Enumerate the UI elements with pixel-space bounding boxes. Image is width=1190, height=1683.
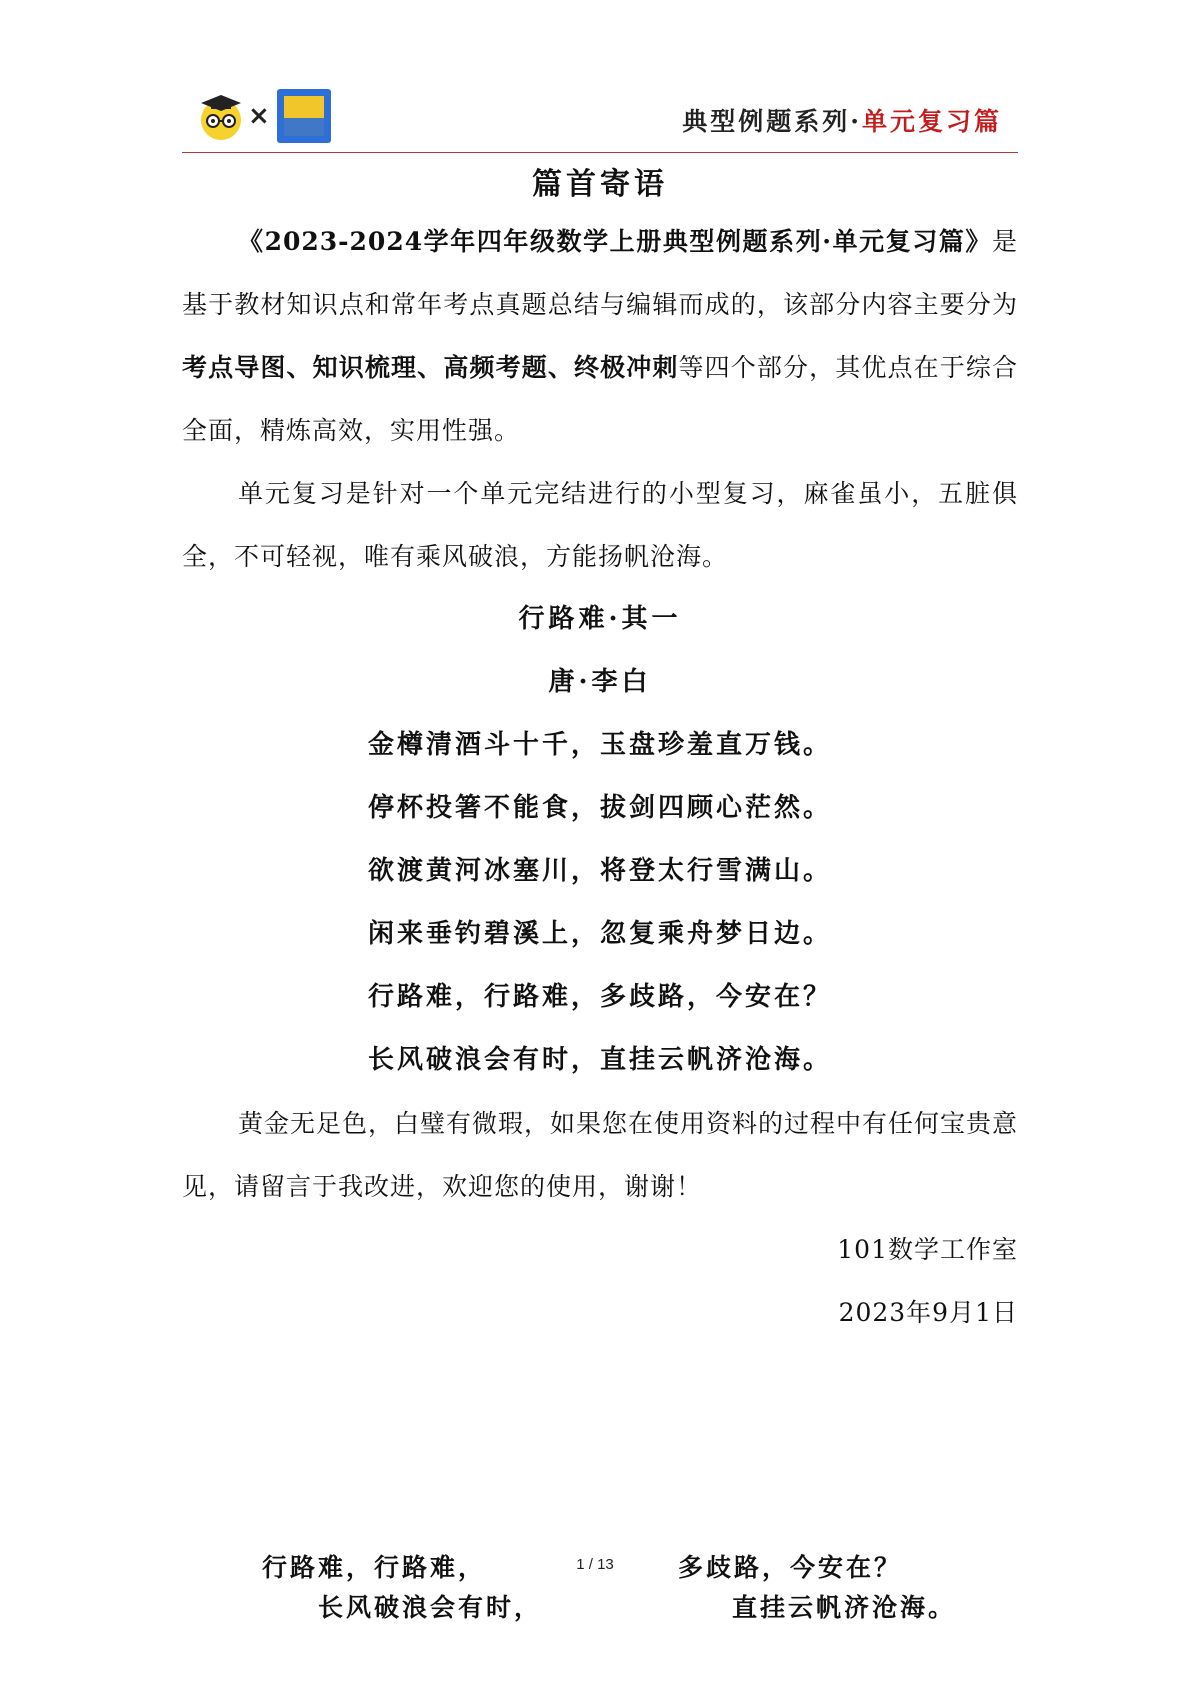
footer-line-left-2: 长风破浪会有时， bbox=[318, 1593, 543, 1622]
intro-paragraph bbox=[182, 210, 1018, 462]
poem-line: 停杯投箸不能食，拔剑四顾心茫然。 bbox=[367, 793, 832, 823]
section-name-mindmap: 考点导图 bbox=[182, 353, 287, 382]
main-content bbox=[182, 160, 1018, 1344]
separator-2: 、 bbox=[417, 353, 444, 382]
section-name-knowledge: 知识梳理 bbox=[312, 353, 418, 382]
studio-signature: 101数学工作室 bbox=[837, 1235, 1018, 1264]
page-number: 1 / 13 bbox=[576, 1556, 614, 1573]
poem-author: 唐·李白 bbox=[548, 667, 652, 697]
footer-line-left-1: 行路难，行路难， bbox=[262, 1553, 487, 1582]
mascot-logo-icon bbox=[198, 91, 244, 141]
footer-line-right-1: 多歧路，今安在？ bbox=[678, 1553, 903, 1582]
separator-1: 、 bbox=[286, 353, 313, 382]
intro-text-a: 是基于教材知识点和常年考点真题总结与编辑而成的，该部分内容主要分为 bbox=[182, 227, 1018, 319]
poem-line: 行路难，行路难，多歧路，今安在？ bbox=[367, 982, 832, 1012]
review-paragraph: 单元复习是针对一个单元完结进行的小型复习，麻雀虽小，五脏俱全，不可轻视，唯有乘风破浪，方能扬帆沧海。 bbox=[182, 479, 1018, 571]
section-name-frequent: 高频考题 bbox=[443, 353, 548, 382]
series-title-black: 典型例题系列· bbox=[682, 107, 862, 136]
footer-line-right-2: 直挂云帆济沧海。 bbox=[732, 1593, 957, 1622]
footer-poem bbox=[0, 1548, 1190, 1628]
series-title bbox=[682, 102, 1002, 138]
poem-line: 长风破浪会有时，直挂云帆济沧海。 bbox=[367, 1045, 832, 1075]
poem-line: 欲渡黄河冰塞川，将登太行雪满山。 bbox=[367, 856, 832, 886]
poem-title: 行路难·其一 bbox=[518, 604, 682, 634]
page-title: 篇首寄语 bbox=[532, 167, 668, 202]
section-name-final: 终极冲刺 bbox=[573, 353, 679, 382]
poem bbox=[182, 588, 1018, 1092]
101-math-logo-icon bbox=[276, 88, 332, 144]
intro-text-c: 等四个部分，其优点在于综合全面，精炼高效，实用性强。 bbox=[182, 353, 1018, 445]
page-header bbox=[182, 88, 1018, 153]
signature-date: 2023年9月1日 bbox=[838, 1298, 1018, 1327]
series-title-red: 单元复习篇 bbox=[861, 107, 1002, 136]
separator-3: 、 bbox=[547, 353, 574, 382]
poem-line: 金樽清酒斗十千，玉盘珍羞直万钱。 bbox=[367, 730, 832, 760]
poem-line: 闲来垂钓碧溪上，忽复乘舟梦日边。 bbox=[367, 919, 832, 949]
header-logos bbox=[198, 88, 332, 144]
times-sign: × bbox=[248, 101, 270, 131]
book-title: 《2023-2024学年四年级数学上册典型例题系列·单元复习篇》 bbox=[238, 227, 992, 256]
closing-paragraph: 黄金无足色，白璧有微瑕，如果您在使用资料的过程中有任何宝贵意见，请留言于我改进，欢迎您的使用，谢谢！ bbox=[182, 1109, 1019, 1201]
